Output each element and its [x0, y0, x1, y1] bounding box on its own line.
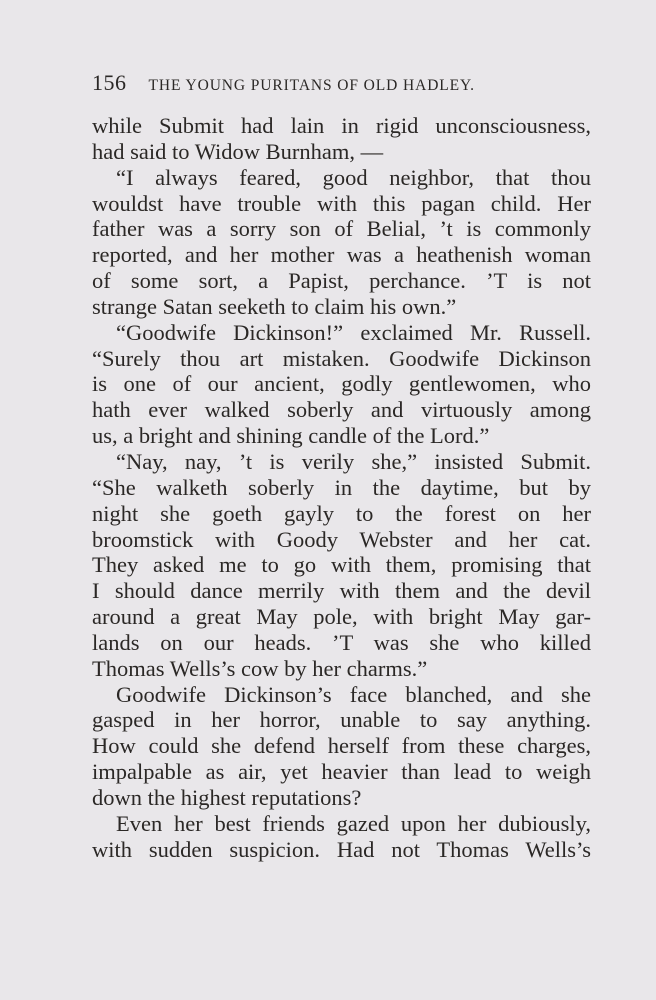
text-line: Thomas Wells’s cow by her charms.” [92, 655, 428, 681]
text-line: gasped in her horror, unable to say anything. [92, 707, 591, 733]
text-line: Even her best friends gazed upon her dubiously, [116, 810, 591, 836]
text-line: Goodwife Dickinson’s face blanched, and she [116, 681, 591, 707]
text-line: of some sort, a Papist, perchance. ’T is not [92, 268, 591, 294]
text-line: had said to Widow Burnham, — [92, 138, 384, 164]
text-line: They asked me to go with them, promising that [92, 552, 591, 578]
text-line: with sudden suspicion. Had not Thomas Wells’s [92, 836, 591, 862]
text-line: hath ever walked soberly and virtuously among [92, 397, 591, 423]
text-line: “Surely thou art mistaken. Goodwife Dickinson [92, 345, 591, 371]
text-line: strange Satan seeketh to claim his own.” [92, 293, 457, 319]
text-line: reported, and her mother was a heathenish woman [92, 242, 591, 268]
text-line: night she goeth gayly to the forest on her [92, 500, 591, 526]
text-line: “Nay, nay, ’t is verily she,” insisted Submit. [116, 448, 591, 474]
text-line: impalpable as air, yet heavier than lead to weigh [92, 759, 591, 785]
text-line: broomstick with Goody Webster and her cat. [92, 526, 591, 552]
running-title: THE YOUNG PURITANS OF OLD HADLEY. [148, 77, 475, 94]
text-line: “She walketh soberly in the daytime, but by [92, 474, 591, 500]
text-line: I should dance merrily with them and the devil [92, 578, 591, 604]
text-line: wouldst have trouble with this pagan child. Her [92, 190, 591, 216]
text-line: us, a bright and shining candle of the Lord.” [92, 423, 490, 449]
text-line: while Submit had lain in rigid unconsciousness, [92, 113, 591, 138]
text-line: father was a sorry son of Belial, ’t is commonly [92, 216, 591, 242]
page-header [92, 70, 592, 100]
page-body-text [92, 113, 591, 862]
text-line: How could she defend herself from these charges, [92, 733, 591, 759]
text-line: “Goodwife Dickinson!” exclaimed Mr. Russell. [116, 319, 591, 345]
text-line: lands on our heads. ’T was she who killed [92, 629, 591, 655]
page-number: 156 [92, 70, 127, 95]
text-line: around a great May pole, with bright May gar- [92, 604, 591, 630]
text-line: down the highest reputations? [92, 784, 362, 810]
text-line: is one of our ancient, godly gentlewomen, who [92, 371, 591, 397]
text-line: “I always feared, good neighbor, that thou [116, 164, 591, 190]
